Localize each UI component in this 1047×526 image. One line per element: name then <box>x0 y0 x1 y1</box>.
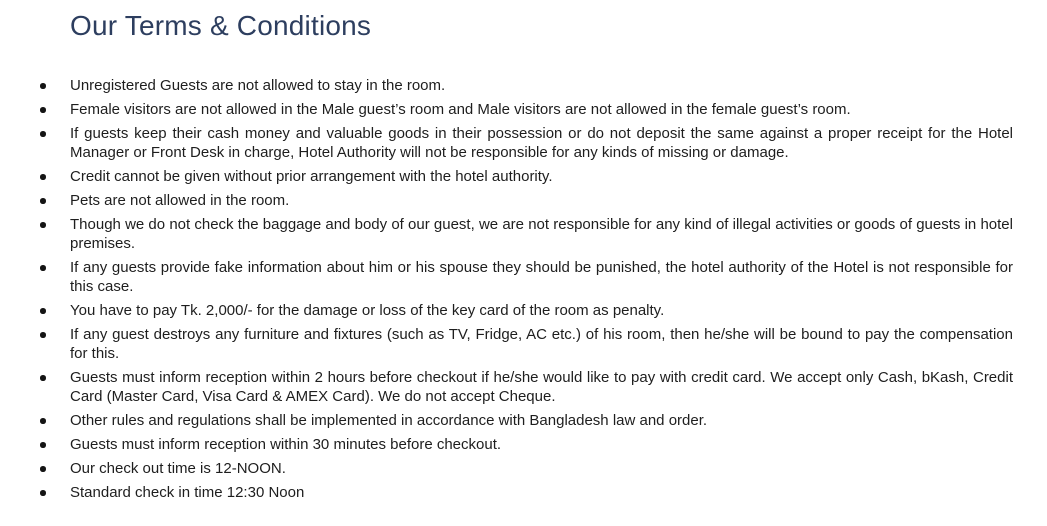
bullet-icon <box>40 375 46 381</box>
terms-item-text: If any guest destroys any furniture and fixtures (such as TV, Fridge, AC etc.) of his room, then he/she will be bound to pay the compensation for this. <box>70 326 1013 362</box>
terms-item-text: Other rules and regulations shall be implemented in accordance with Bangladesh law and order. <box>70 412 708 429</box>
bullet-icon <box>40 418 46 424</box>
terms-list-item <box>70 325 1013 363</box>
terms-item-text: You have to pay Tk. 2,000/- for the damage or loss of the key card of the room as penalty. <box>70 302 665 319</box>
terms-item-text: Guests must inform reception within 30 minutes before checkout. <box>70 436 502 453</box>
terms-list-item <box>70 483 1013 502</box>
page-title: Our Terms & Conditions <box>70 10 372 41</box>
bullet-icon <box>40 308 46 314</box>
terms-list-item <box>70 167 1013 186</box>
terms-list-item <box>70 459 1013 478</box>
terms-list-item <box>70 191 1013 210</box>
terms-item-text: Guests must inform reception within 2 hours before checkout if he/she would like to pay with credit card. We accept only Cash, bKash, Credit Card (Master Card, Visa Card & AMEX Card). We do not accept Cheque. <box>70 369 1013 405</box>
terms-list-item <box>70 124 1013 162</box>
bullet-icon <box>40 83 46 89</box>
terms-item-text: Our check out time is 12-NOON. <box>70 460 286 477</box>
terms-item-text: Credit cannot be given without prior arrangement with the hotel authority. <box>70 168 553 185</box>
bullet-icon <box>40 198 46 204</box>
terms-item-text: Pets are not allowed in the room. <box>70 192 290 209</box>
terms-list-item <box>70 435 1013 454</box>
terms-item-text: If guests keep their cash money and valuable goods in their possession or do not deposit the same against a proper receipt for the Hotel Manager or Front Desk in charge, Hotel Authority will not be responsible for any kinds of missing or damage. <box>70 125 1013 161</box>
bullet-icon <box>40 174 46 180</box>
bullet-icon <box>40 107 46 113</box>
terms-list-item <box>70 411 1013 430</box>
terms-item-text: Female visitors are not allowed in the Male guest’s room and Male visitors are not allowed in the female guest’s room. <box>70 101 851 118</box>
terms-list-item <box>70 258 1013 296</box>
bullet-icon <box>40 490 46 496</box>
terms-list-item <box>70 76 1013 95</box>
terms-item-text: Unregistered Guests are not allowed to stay in the room. <box>70 77 446 94</box>
bullet-icon <box>40 131 46 137</box>
bullet-icon <box>40 442 46 448</box>
bullet-icon <box>40 332 46 338</box>
terms-item-text: If any guests provide fake information about him or his spouse they should be punished, the hotel authority of the Hotel is not responsible for this case. <box>70 259 1013 295</box>
terms-item-text: Though we do not check the baggage and body of our guest, we are not responsible for any kind of illegal activities or goods of guests in hotel premises. <box>70 216 1013 252</box>
terms-list-item <box>70 100 1013 119</box>
bullet-icon <box>40 222 46 228</box>
bullet-icon <box>40 265 46 271</box>
terms-list-item <box>70 368 1013 406</box>
terms-list-item <box>70 215 1013 253</box>
bullet-icon <box>40 466 46 472</box>
terms-list-item <box>70 301 1013 320</box>
terms-item-text: Standard check in time 12:30 Noon <box>70 484 305 501</box>
terms-list <box>0 76 1047 502</box>
